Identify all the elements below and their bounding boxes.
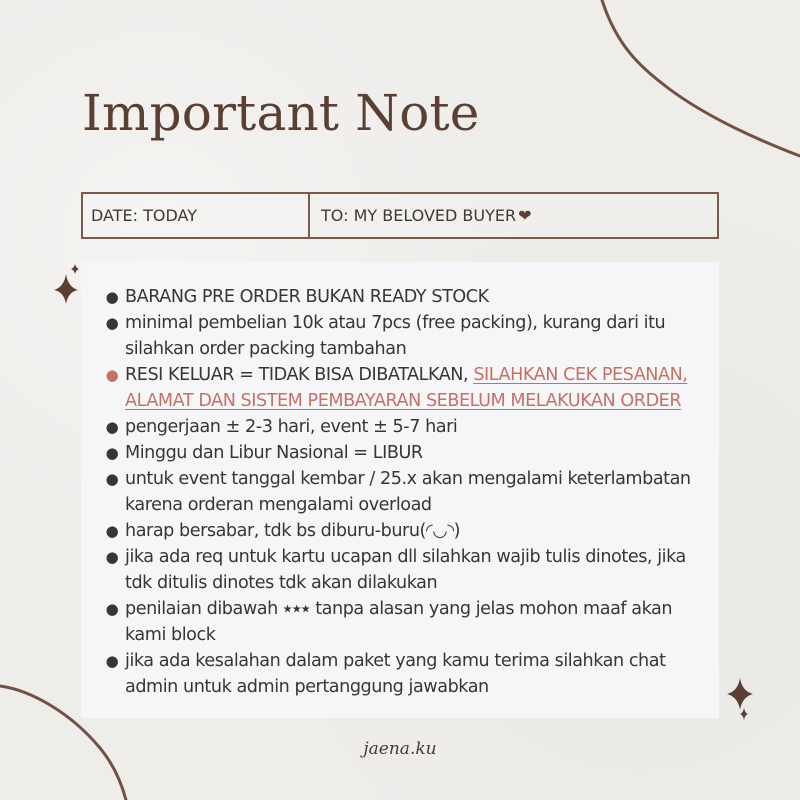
sparkle-icon: [48, 262, 84, 306]
bullet-icon: ●: [105, 314, 119, 332]
date-cell: [83, 194, 310, 237]
note-text: penilaian dibawah ⭑⭑⭑ tanpa alasan yang jelas mohon maaf akan kami block: [125, 599, 673, 645]
page-title: Important Note: [82, 84, 480, 142]
note-text: BARANG PRE ORDER BUKAN READY STOCK: [125, 287, 489, 307]
bullet-icon: ●: [105, 418, 119, 436]
note-text: jika ada kesalahan dalam paket yang kamu terima silahkan chat admin untuk admin pertanggung jawabkan: [125, 651, 666, 697]
date-label: DATE: TODAY: [91, 206, 197, 225]
note-text: RESI KELUAR = TIDAK BISA DIBATALKAN,: [125, 365, 474, 385]
bullet-icon: ●: [105, 600, 119, 618]
note-text: Minggu dan Libur Nasional = LIBUR: [125, 443, 423, 463]
note-item: [105, 596, 705, 648]
notes-panel: [81, 262, 719, 718]
note-item: [105, 544, 705, 596]
note-highlight: SILAHKAN CEK PESANAN, ALAMAT DAN SISTEM PEMBAYARAN SEBELUM MELAKUKAN ORDER: [125, 365, 688, 411]
bullet-icon: ●: [105, 522, 119, 540]
recipient-label: TO: MY BELOVED BUYER: [321, 206, 517, 225]
note-text: pengerjaan ± 2-3 hari, event ± 5-7 hari: [125, 417, 458, 437]
brand-signature: jaena.ku: [363, 739, 437, 759]
note-text: jika ada req untuk kartu ucapan dll silahkan wajib tulis dinotes, jika tdk ditulis dinotes tdk akan dilakukan: [125, 547, 686, 593]
bullet-icon: ●: [105, 444, 119, 462]
note-item: [105, 518, 705, 544]
sparkle-icon: [720, 672, 760, 722]
note-item: [105, 440, 705, 466]
note-text: harap bersabar, tdk bs diburu-buru(◜◡◝): [125, 521, 460, 541]
bullet-icon: ●: [105, 652, 119, 670]
note-item: [105, 648, 705, 700]
heart-icon: ❤: [518, 206, 532, 225]
bullet-icon: ●: [105, 470, 119, 488]
note-item: [105, 362, 705, 414]
note-item: [105, 284, 705, 310]
note-item: [105, 310, 705, 362]
bullet-icon: ●: [105, 288, 119, 306]
note-text: minimal pembelian 10k atau 7pcs (free packing), kurang dari itu silahkan order packing tambahan: [125, 313, 666, 359]
header-table: [81, 192, 719, 239]
note-item: [105, 466, 705, 518]
notes-list: [105, 284, 705, 700]
bullet-icon: ●: [105, 366, 119, 384]
note-item: [105, 414, 705, 440]
bullet-icon: ●: [105, 548, 119, 566]
recipient-cell: [310, 194, 717, 237]
note-text: untuk event tanggal kembar / 25.x akan mengalami keterlambatan karena orderan mengalami overload: [125, 469, 691, 515]
